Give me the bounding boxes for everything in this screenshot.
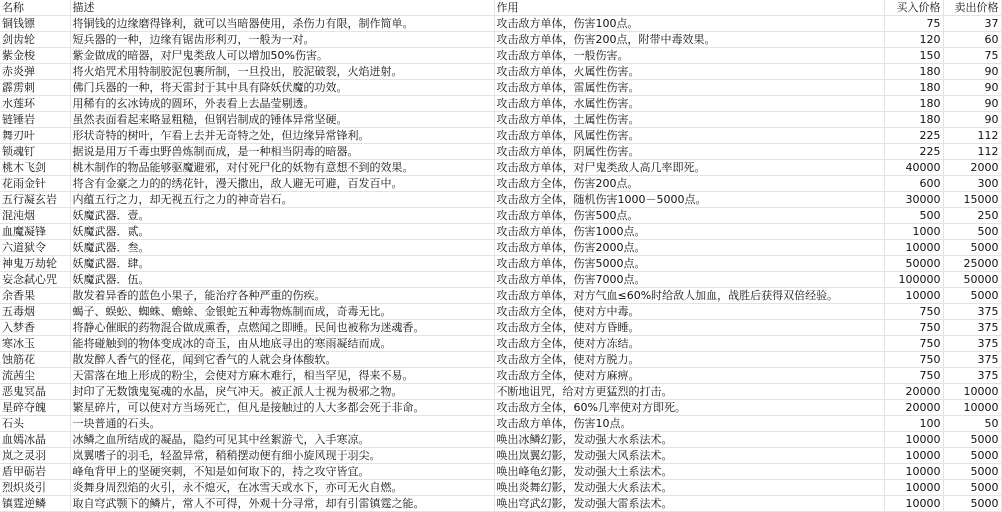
column-header-effect[interactable]: 作用 xyxy=(494,0,884,16)
column-header-description[interactable]: 描述 xyxy=(70,0,494,16)
table-row xyxy=(0,144,1001,160)
cell-sell-price[interactable]: 112 xyxy=(943,128,1001,144)
table-row xyxy=(0,368,1001,384)
cell-name[interactable]: 血魔凝锋 xyxy=(0,224,70,240)
cell-name[interactable]: 岚之灵羽 xyxy=(0,448,70,464)
cell-sell-price[interactable]: 90 xyxy=(943,96,1001,112)
cell-buy-price[interactable]: 10000 xyxy=(884,480,943,496)
cell-description[interactable]: 虽然表面看起来略显粗糙，但钢岩制成的锤体异常坚硬。 xyxy=(70,112,494,128)
cell-name[interactable]: 烈炽炎引 xyxy=(0,480,70,496)
cell-name[interactable]: 铜钱镖 xyxy=(0,16,70,32)
cell-effect[interactable]: 攻击敌方单体，一般伤害。 xyxy=(494,48,884,64)
cell-sell-price[interactable]: 50000 xyxy=(943,272,1001,288)
cell-sell-price[interactable]: 90 xyxy=(943,112,1001,128)
cell-buy-price[interactable]: 750 xyxy=(884,320,943,336)
cell-buy-price[interactable]: 180 xyxy=(884,80,943,96)
cell-description[interactable]: 峰龟背甲上的坚硬突刺，不知是如何取下的，持之攻守皆宜。 xyxy=(70,464,494,480)
cell-description[interactable]: 蝎子、蜈蚣、蜘蛛、蟾蜍、金银蛇五种毒物炼制而成，奇毒无比。 xyxy=(70,304,494,320)
cell-name[interactable]: 神鬼万劫轮 xyxy=(0,256,70,272)
cell-buy-price[interactable]: 10000 xyxy=(884,464,943,480)
cell-buy-price[interactable]: 600 xyxy=(884,176,943,192)
cell-name[interactable]: 六道狱令 xyxy=(0,240,70,256)
cell-buy-price[interactable]: 120 xyxy=(884,32,943,48)
cell-description[interactable]: 将火焰咒术用特制胶泥包裹所制，一旦投出，胶泥破裂，火焰迸射。 xyxy=(70,64,494,80)
cell-buy-price[interactable]: 180 xyxy=(884,112,943,128)
cell-description[interactable]: 短兵器的一种，边缘有锯齿形利刃，一般为一对。 xyxy=(70,32,494,48)
cell-description[interactable]: 能将碰触到的物体变成冰的奇玉，由从地底寻出的寒雨凝结而成。 xyxy=(70,336,494,352)
table-row xyxy=(0,16,1001,32)
cell-buy-price[interactable]: 10000 xyxy=(884,288,943,304)
cell-sell-price[interactable]: 50 xyxy=(943,416,1001,432)
cell-effect[interactable]: 不断地诅咒，给对方更猛烈的打击。 xyxy=(494,384,884,400)
cell-description[interactable]: 妖魔武器．伍。 xyxy=(70,272,494,288)
cell-sell-price[interactable]: 375 xyxy=(943,304,1001,320)
cell-buy-price[interactable]: 225 xyxy=(884,144,943,160)
cell-name[interactable]: 混沌烟 xyxy=(0,208,70,224)
cell-effect[interactable]: 攻击敌方全体，使对方冻结。 xyxy=(494,336,884,352)
table-row xyxy=(0,48,1001,64)
cell-effect[interactable]: 攻击敌方单体，对尸鬼类敌人高几率即死。 xyxy=(494,160,884,176)
cell-description[interactable]: 岚翼嗜子的羽毛，轻盈异常，稍稍摆动便有细小旋风现于羽尖。 xyxy=(70,448,494,464)
cell-description[interactable]: 散发醉人香气的怪花，闻到它香气的人就会身体酸软。 xyxy=(70,352,494,368)
cell-effect[interactable]: 唤出冰鳞幻影，发动强大水系法术。 xyxy=(494,432,884,448)
cell-name[interactable]: 星碎夺魄 xyxy=(0,400,70,416)
cell-buy-price[interactable]: 100 xyxy=(884,416,943,432)
cell-buy-price[interactable]: 180 xyxy=(884,64,943,80)
cell-buy-price[interactable]: 10000 xyxy=(884,448,943,464)
cell-effect[interactable]: 攻击敌方单体，伤害1000点。 xyxy=(494,224,884,240)
cell-effect[interactable]: 攻击敌方全体，随机伤害1000－5000点。 xyxy=(494,192,884,208)
cell-effect[interactable]: 攻击敌方单体，风属性伤害。 xyxy=(494,128,884,144)
table-row xyxy=(0,128,1001,144)
cell-buy-price[interactable]: 50000 xyxy=(884,256,943,272)
cell-description[interactable]: 取自穹武颚下的鳞片，常人不可得，外观十分寻常，却有引雷镇霆之能。 xyxy=(70,496,494,512)
cell-name[interactable]: 镇霆逆鳞 xyxy=(0,496,70,512)
cell-description[interactable]: 桃木制作的物品能够驱魔避邪，对付死尸化的妖物有意想不到的效果。 xyxy=(70,160,494,176)
cell-buy-price[interactable]: 750 xyxy=(884,352,943,368)
cell-description[interactable]: 将静心催眠的药物混合做成熏香，点燃闻之即睡。民间也被称为迷魂香。 xyxy=(70,320,494,336)
cell-name[interactable]: 盾甲砺岩 xyxy=(0,464,70,480)
table-row xyxy=(0,448,1001,464)
cell-buy-price[interactable]: 20000 xyxy=(884,384,943,400)
cell-description[interactable]: 散发着异香的蓝色小果子，能治疗各种严重的伤疾。 xyxy=(70,288,494,304)
table-row xyxy=(0,160,1001,176)
cell-description[interactable]: 妖魔武器．壹。 xyxy=(70,208,494,224)
cell-sell-price[interactable]: 5000 xyxy=(943,240,1001,256)
table-row xyxy=(0,416,1001,432)
cell-sell-price[interactable]: 90 xyxy=(943,80,1001,96)
cell-sell-price[interactable]: 5000 xyxy=(943,448,1001,464)
cell-sell-price[interactable]: 37 xyxy=(943,16,1001,32)
table-row xyxy=(0,272,1001,288)
cell-description[interactable]: 炎舞身周烈焰的火引，永不熄灭，在冰雪天或水下，亦可无火自燃。 xyxy=(70,480,494,496)
cell-effect[interactable]: 唤出炎舞幻影，发动强大火系法术。 xyxy=(494,480,884,496)
table-row xyxy=(0,112,1001,128)
cell-description[interactable]: 佛门兵器的一种，将天雷封于其中具有降妖伏魔的功效。 xyxy=(70,80,494,96)
cell-sell-price[interactable]: 5000 xyxy=(943,432,1001,448)
table-row xyxy=(0,32,1001,48)
column-header-buy-price[interactable]: 买入价格 xyxy=(884,0,943,16)
cell-description[interactable]: 将含有金豪之力的的绣花针，漫天撒出，敌人避无可避，百发百中。 xyxy=(70,176,494,192)
cell-description[interactable]: 将铜钱的边缘磨得锋利，就可以当暗器使用，杀伤力有限，制作简单。 xyxy=(70,16,494,32)
table-row xyxy=(0,432,1001,448)
cell-name[interactable]: 余香果 xyxy=(0,288,70,304)
cell-buy-price[interactable]: 750 xyxy=(884,368,943,384)
cell-buy-price[interactable]: 10000 xyxy=(884,240,943,256)
cell-sell-price[interactable]: 500 xyxy=(943,224,1001,240)
cell-effect[interactable]: 攻击敌方单体，阴属性伤害。 xyxy=(494,144,884,160)
cell-name[interactable]: 锁魂钉 xyxy=(0,144,70,160)
cell-description[interactable]: 冰鳞之血所结成的凝晶，隐约可见其中丝絮游弋，入手寒凉。 xyxy=(70,432,494,448)
cell-sell-price[interactable]: 25000 xyxy=(943,256,1001,272)
cell-effect[interactable]: 攻击敌方全体，伤害200点。 xyxy=(494,176,884,192)
column-header-sell-price[interactable]: 卖出价格 xyxy=(943,0,1001,16)
table-row xyxy=(0,64,1001,80)
cell-name[interactable]: 赤炎弹 xyxy=(0,64,70,80)
cell-sell-price[interactable]: 375 xyxy=(943,368,1001,384)
cell-description[interactable]: 形状奇特的树叶，乍看上去并无奇特之处，但边缘异常锋利。 xyxy=(70,128,494,144)
cell-name[interactable]: 水莲环 xyxy=(0,96,70,112)
cell-description[interactable]: 妖魔武器．肆。 xyxy=(70,256,494,272)
cell-effect[interactable]: 唤出岚翼幻影，发动强大风系法术。 xyxy=(494,448,884,464)
cell-effect[interactable]: 攻击敌方单体，伤害100点。 xyxy=(494,16,884,32)
cell-effect[interactable]: 攻击敌方全体，60%几率使对方即死。 xyxy=(494,400,884,416)
table-row xyxy=(0,320,1001,336)
cell-sell-price[interactable]: 300 xyxy=(943,176,1001,192)
cell-sell-price[interactable]: 5000 xyxy=(943,288,1001,304)
cell-sell-price[interactable]: 5000 xyxy=(943,480,1001,496)
cell-sell-price[interactable]: 15000 xyxy=(943,192,1001,208)
cell-description[interactable]: 紫金做成的暗器，对尸鬼类敌人可以增加50%伤害。 xyxy=(70,48,494,64)
cell-effect[interactable]: 攻击敌方单体，伤害5000点。 xyxy=(494,256,884,272)
table-row xyxy=(0,176,1001,192)
cell-description[interactable]: 妖魔武器．叁。 xyxy=(70,240,494,256)
table-row xyxy=(0,256,1001,272)
table-row xyxy=(0,352,1001,368)
cell-name[interactable]: 寒冰玉 xyxy=(0,336,70,352)
cell-buy-price[interactable]: 225 xyxy=(884,128,943,144)
table-row xyxy=(0,208,1001,224)
cell-effect[interactable]: 攻击敌方全体，使对方麻痹。 xyxy=(494,368,884,384)
table-row xyxy=(0,464,1001,480)
table-row xyxy=(0,288,1001,304)
cell-buy-price[interactable]: 180 xyxy=(884,96,943,112)
cell-effect[interactable]: 唤出峰龟幻影，发动强大土系法术。 xyxy=(494,464,884,480)
cell-name[interactable]: 霹雳刺 xyxy=(0,80,70,96)
cell-name[interactable]: 舞刃叶 xyxy=(0,128,70,144)
cell-effect[interactable]: 攻击敌方单体，伤害500点。 xyxy=(494,208,884,224)
cell-name[interactable]: 流茜尘 xyxy=(0,368,70,384)
cell-buy-price[interactable]: 1000 xyxy=(884,224,943,240)
cell-effect[interactable]: 攻击敌方单体，雷属性伤害。 xyxy=(494,80,884,96)
cell-name[interactable]: 五行凝玄岩 xyxy=(0,192,70,208)
cell-name[interactable]: 入梦香 xyxy=(0,320,70,336)
cell-sell-price[interactable]: 375 xyxy=(943,320,1001,336)
cell-sell-price[interactable]: 10000 xyxy=(943,400,1001,416)
cell-buy-price[interactable]: 75 xyxy=(884,16,943,32)
cell-description[interactable]: 妖魔武器．贰。 xyxy=(70,224,494,240)
cell-name[interactable]: 花雨金针 xyxy=(0,176,70,192)
cell-sell-price[interactable]: 112 xyxy=(943,144,1001,160)
cell-effect[interactable]: 攻击敌方单体，火属性伤害。 xyxy=(494,64,884,80)
table-row xyxy=(0,480,1001,496)
header-row xyxy=(0,0,1001,16)
cell-effect[interactable]: 唤出穹武幻影，发动强大雷系法术。 xyxy=(494,496,884,512)
cell-effect[interactable]: 攻击敌方单体，伤害2000点。 xyxy=(494,240,884,256)
table-row xyxy=(0,224,1001,240)
table-row xyxy=(0,336,1001,352)
cell-name[interactable]: 石头 xyxy=(0,416,70,432)
cell-effect[interactable]: 攻击敌方全体，使对方昏睡。 xyxy=(494,320,884,336)
cell-buy-price[interactable]: 150 xyxy=(884,48,943,64)
table-row xyxy=(0,384,1001,400)
cell-description[interactable]: 繁星碎片，可以使对方当场死亡，但凡是接触过的人大多都会死于非命。 xyxy=(70,400,494,416)
cell-name[interactable]: 链锤岩 xyxy=(0,112,70,128)
cell-name[interactable]: 紫金梭 xyxy=(0,48,70,64)
cell-sell-price[interactable]: 10000 xyxy=(943,384,1001,400)
cell-description[interactable]: 封印了无数饿鬼冤魂的水晶，戾气冲天。被正派人士视为极邪之物。 xyxy=(70,384,494,400)
cell-description[interactable]: 一块普通的石头。 xyxy=(70,416,494,432)
table-row xyxy=(0,192,1001,208)
cell-effect[interactable]: 攻击敌方单体，伤害10点。 xyxy=(494,416,884,432)
cell-description[interactable]: 用稀有的玄冰铸成的圆环，外表看上去晶莹剔透。 xyxy=(70,96,494,112)
cell-buy-price[interactable]: 100000 xyxy=(884,272,943,288)
cell-sell-price[interactable]: 5000 xyxy=(943,496,1001,512)
cell-buy-price[interactable]: 10000 xyxy=(884,432,943,448)
cell-sell-price[interactable]: 375 xyxy=(943,336,1001,352)
cell-name[interactable]: 血嫣冰晶 xyxy=(0,432,70,448)
cell-description[interactable]: 天雷落在地上形成的粉尘，会使对方麻木难行，相当罕见，得来不易。 xyxy=(70,368,494,384)
table-row xyxy=(0,496,1001,512)
cell-buy-price[interactable]: 500 xyxy=(884,208,943,224)
table-row xyxy=(0,80,1001,96)
cell-effect[interactable]: 攻击敌方单体，对方气血≤60%时给敌人加血，战胜后获得双倍经验。 xyxy=(494,288,884,304)
cell-buy-price[interactable]: 750 xyxy=(884,304,943,320)
table-row xyxy=(0,400,1001,416)
cell-effect[interactable]: 攻击敌方全体，使对方中毒。 xyxy=(494,304,884,320)
cell-buy-price[interactable]: 30000 xyxy=(884,192,943,208)
cell-sell-price[interactable]: 60 xyxy=(943,32,1001,48)
cell-name[interactable]: 妄念弑心咒 xyxy=(0,272,70,288)
cell-effect[interactable]: 攻击敌方单体，土属性伤害。 xyxy=(494,112,884,128)
table-row xyxy=(0,240,1001,256)
cell-buy-price[interactable]: 40000 xyxy=(884,160,943,176)
cell-sell-price[interactable]: 5000 xyxy=(943,464,1001,480)
table-row xyxy=(0,96,1001,112)
cell-name[interactable]: 桃木飞剑 xyxy=(0,160,70,176)
cell-buy-price[interactable]: 10000 xyxy=(884,496,943,512)
cell-effect[interactable]: 攻击敌方单体，伤害7000点。 xyxy=(494,272,884,288)
cell-buy-price[interactable]: 750 xyxy=(884,336,943,352)
cell-sell-price[interactable]: 90 xyxy=(943,64,1001,80)
cell-sell-price[interactable]: 375 xyxy=(943,352,1001,368)
cell-sell-price[interactable]: 250 xyxy=(943,208,1001,224)
column-header-name[interactable]: 名称 xyxy=(0,0,70,16)
cell-name[interactable]: 五毒烟 xyxy=(0,304,70,320)
table-row xyxy=(0,304,1001,320)
cell-effect[interactable]: 攻击敌方全体，使对方脱力。 xyxy=(494,352,884,368)
cell-buy-price[interactable]: 20000 xyxy=(884,400,943,416)
cell-description[interactable]: 据说是用万千毒虫野兽炼制而成，是一种相当阴毒的暗器。 xyxy=(70,144,494,160)
cell-sell-price[interactable]: 2000 xyxy=(943,160,1001,176)
cell-sell-price[interactable]: 75 xyxy=(943,48,1001,64)
cell-effect[interactable]: 攻击敌方单体，伤害200点，附带中毒效果。 xyxy=(494,32,884,48)
cell-description[interactable]: 内蕴五行之力，却无视五行之力的神奇岩石。 xyxy=(70,192,494,208)
cell-name[interactable]: 剑齿轮 xyxy=(0,32,70,48)
cell-name[interactable]: 蚀筋花 xyxy=(0,352,70,368)
cell-effect[interactable]: 攻击敌方单体，水属性伤害。 xyxy=(494,96,884,112)
cell-name[interactable]: 恶鬼冥晶 xyxy=(0,384,70,400)
